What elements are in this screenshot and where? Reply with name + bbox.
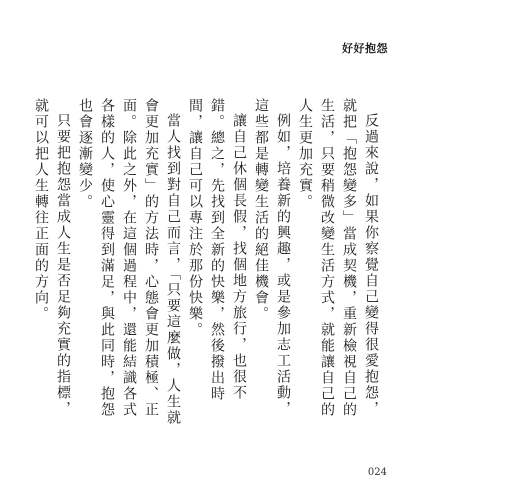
paragraph: 例如，培養新的興趣，或是參加志工活動，這些都是轉變生活的絕佳機會。 bbox=[253, 98, 291, 418]
running-head: 好好抱怨 bbox=[342, 42, 388, 55]
paragraph: 讓自己休個長假，找個地方旅行，也很不錯。總之，先找到全新的快樂，然後撥出時間，讓自己可以專注於那份快樂。 bbox=[187, 98, 247, 402]
paragraph: 當人找到對自己而言，「只要這麼做，人生就會更加充實」的方法時，心態會更加積極、正面。除此之外，在這個過程中，還能結識各式各樣的人，使心靈得到滿足，與此同時，抱怨也會逐漸變少。 bbox=[77, 98, 181, 427]
page-number: 024 bbox=[367, 467, 387, 478]
paragraph: 反過來說，如果你察覺自己變得很愛抱怨，就把「抱怨變多」當成契機，重新檢視自己的生活，只要稍微改變生活方式，就能讓自己的人生更加充實。 bbox=[297, 98, 379, 418]
body-text bbox=[30, 98, 382, 430]
paragraph: 只要把抱怨當成人生是否足夠充實的指標，就可以把人生轉往正面的方向。 bbox=[33, 98, 71, 418]
